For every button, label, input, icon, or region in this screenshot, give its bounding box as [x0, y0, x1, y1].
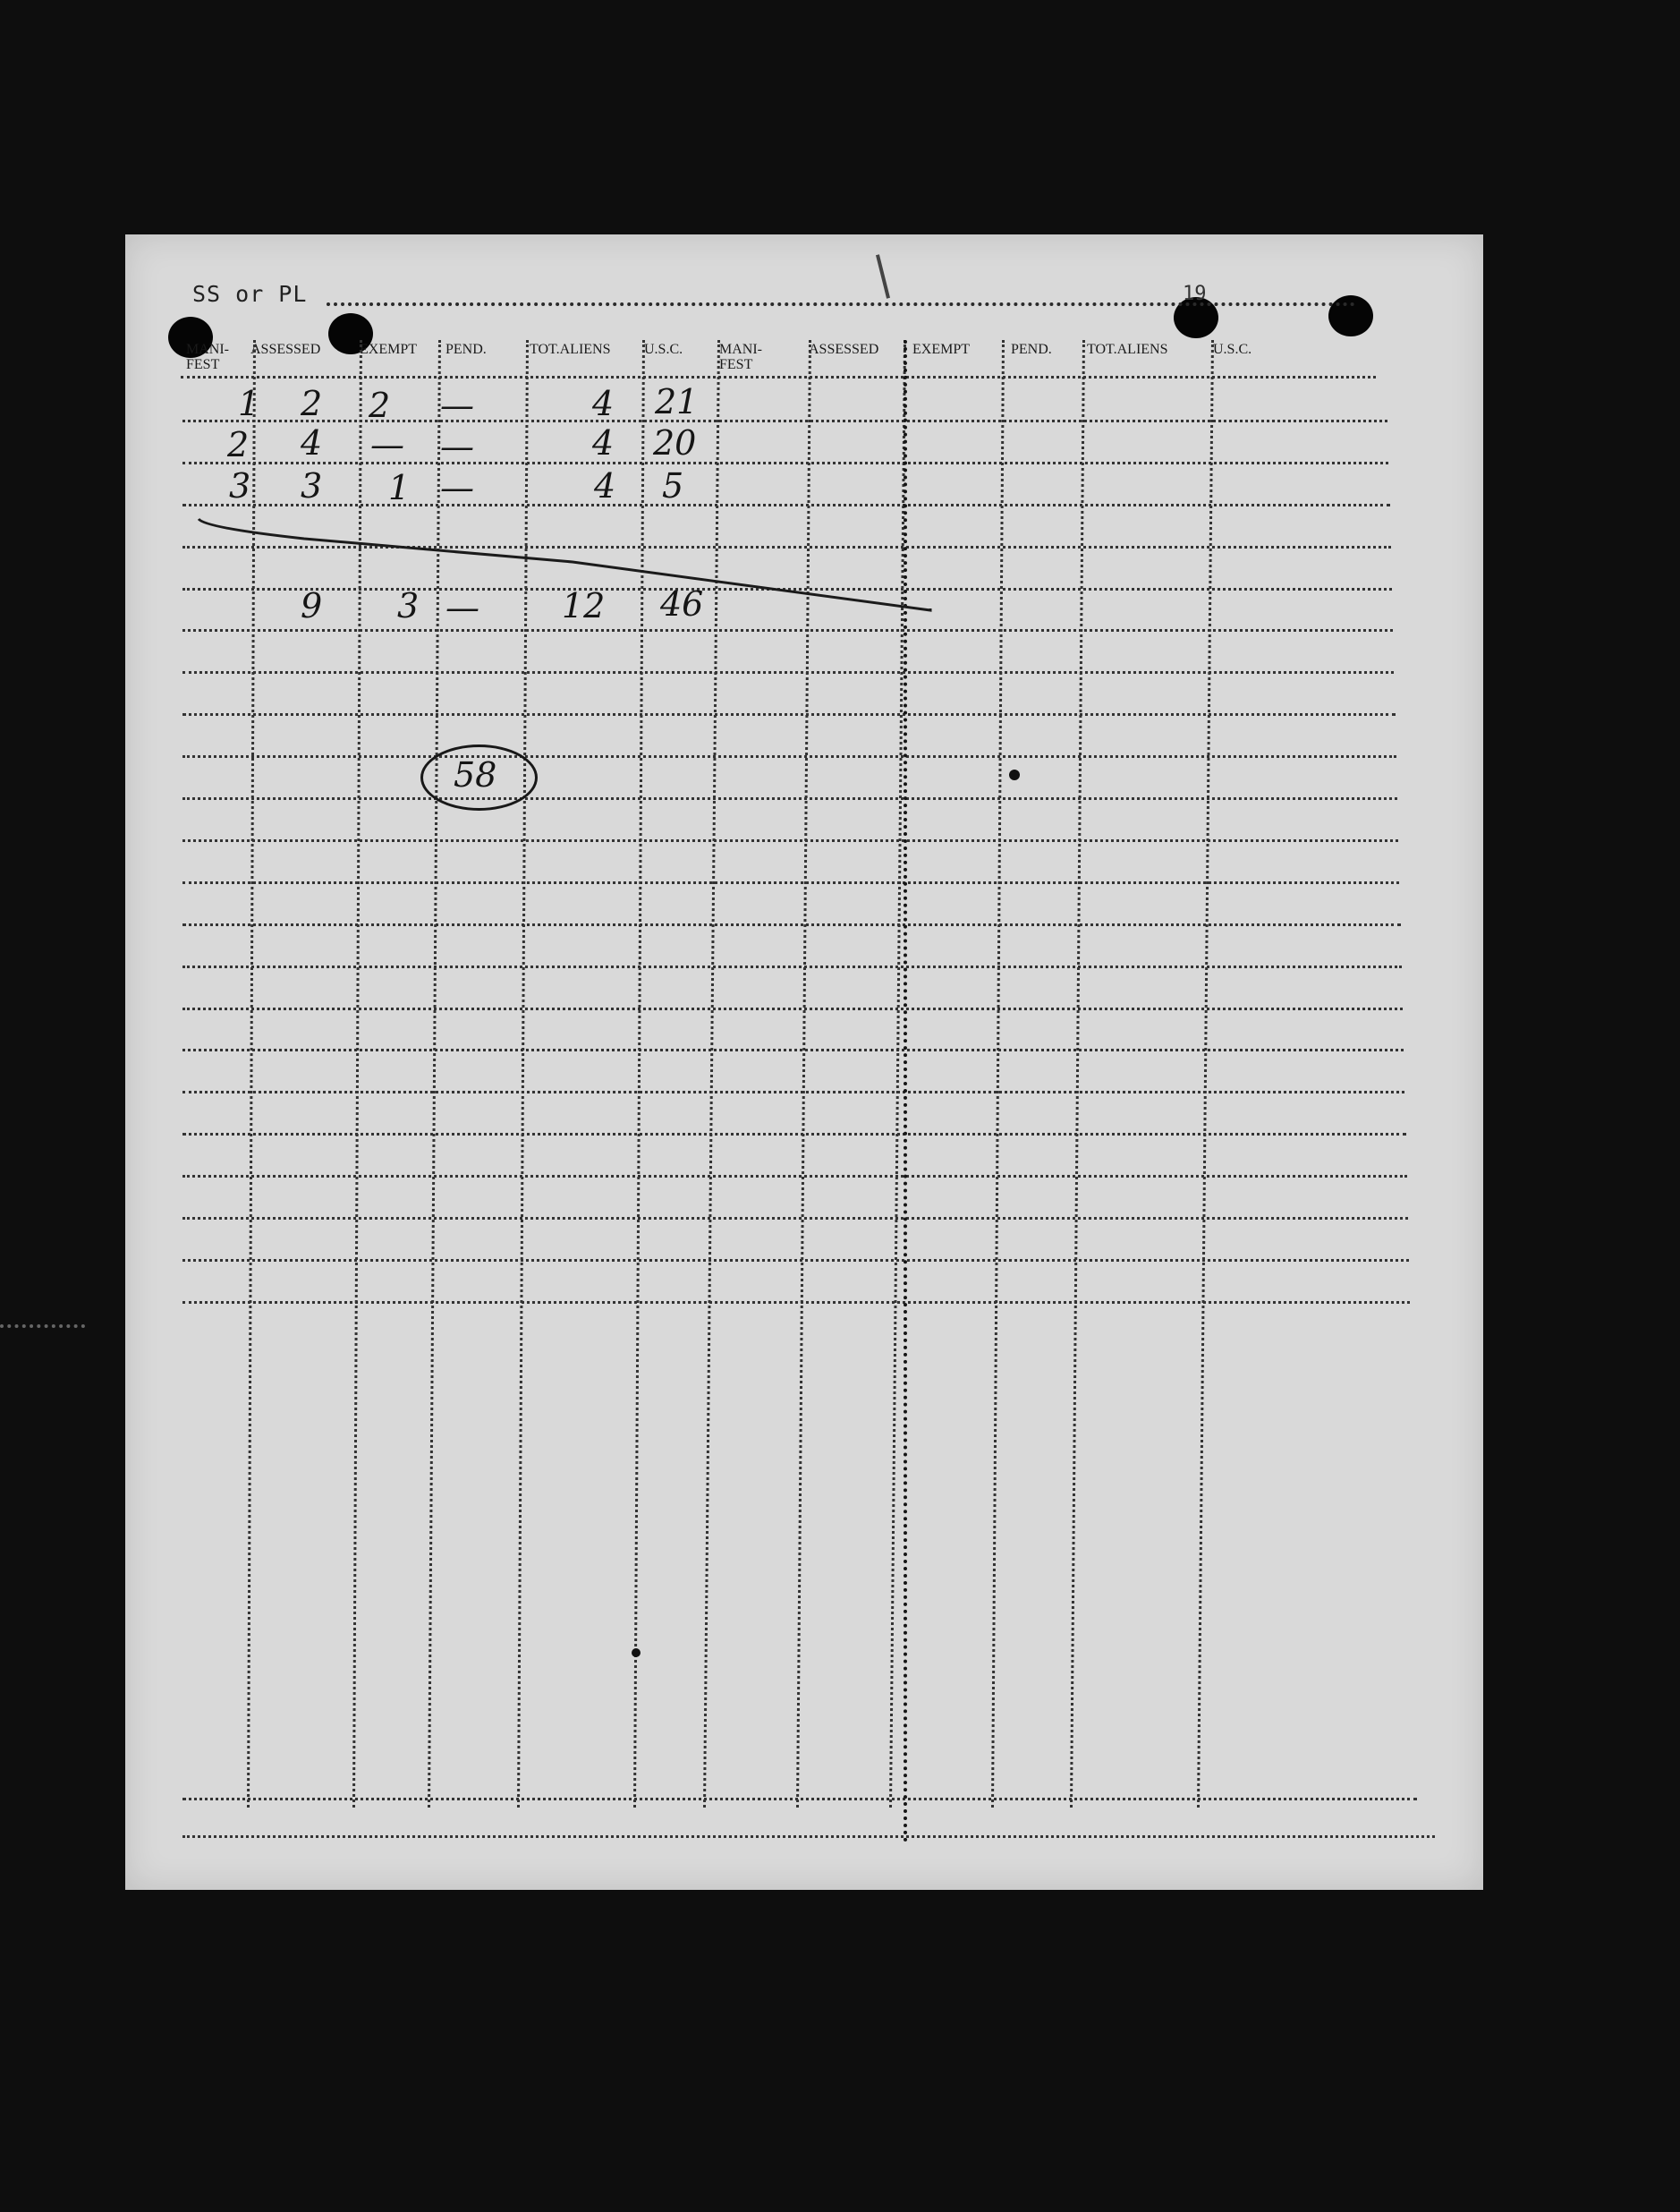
- scanner-edge-mark: [0, 1324, 85, 1328]
- total-assessed: 9: [301, 586, 323, 625]
- ledger-sheet: [125, 234, 1483, 1890]
- row1-manifest: 1: [238, 384, 260, 423]
- row3-exempt: 1: [388, 468, 411, 507]
- row3-assessed: 3: [301, 466, 323, 506]
- row1-assessed: 2: [301, 384, 323, 423]
- col-header-assessed-2: ASSESSED: [809, 342, 879, 357]
- total-underline-stroke: [125, 234, 1483, 1890]
- ship-label: SS or PL: [192, 281, 308, 307]
- total-exempt: 3: [397, 586, 420, 625]
- row1-pend: —: [440, 386, 474, 425]
- row3-manifest: 3: [229, 466, 251, 506]
- col-header-tot-aliens: TOT.ALIENS: [530, 342, 611, 357]
- row3-tot-aliens: 4: [594, 466, 616, 506]
- col-header-exempt-2: EXEMPT: [912, 342, 970, 357]
- row1-tot-aliens: 4: [592, 384, 615, 423]
- col-header-usc: U.S.C.: [644, 342, 683, 357]
- row3-usc: 5: [662, 466, 684, 506]
- row2-pend: —: [440, 427, 474, 466]
- row3-pend: —: [440, 468, 474, 507]
- col-header-pend-2: PEND.: [1011, 342, 1052, 357]
- col-header-usc-2: U.S.C.: [1213, 342, 1252, 357]
- col-header-exempt: EXEMPT: [360, 342, 417, 357]
- ink-spot: [632, 1648, 641, 1657]
- total-usc: 46: [660, 584, 704, 624]
- col-header-tot-aliens-2: TOT.ALIENS: [1087, 342, 1168, 357]
- row2-manifest: 2: [227, 425, 250, 464]
- col-header-assessed: ASSESSED: [250, 342, 321, 357]
- col-header-pend: PEND.: [445, 342, 487, 357]
- row2-exempt: —: [370, 425, 404, 464]
- total-tot-aliens: 12: [562, 586, 606, 625]
- col-header-manifest-2: MANI- FEST: [719, 342, 762, 372]
- row1-exempt: 2: [369, 386, 391, 425]
- col-header-manifest: MANI- FEST: [186, 342, 229, 372]
- row2-assessed: 4: [301, 423, 323, 463]
- grand-total-value: 58: [454, 755, 497, 795]
- row2-tot-aliens: 4: [592, 423, 615, 463]
- row2-usc: 20: [653, 423, 697, 463]
- year-label: 19: [1183, 283, 1207, 305]
- ink-spot: [1009, 770, 1020, 780]
- total-pend: —: [445, 588, 479, 627]
- row1-usc: 21: [655, 382, 699, 421]
